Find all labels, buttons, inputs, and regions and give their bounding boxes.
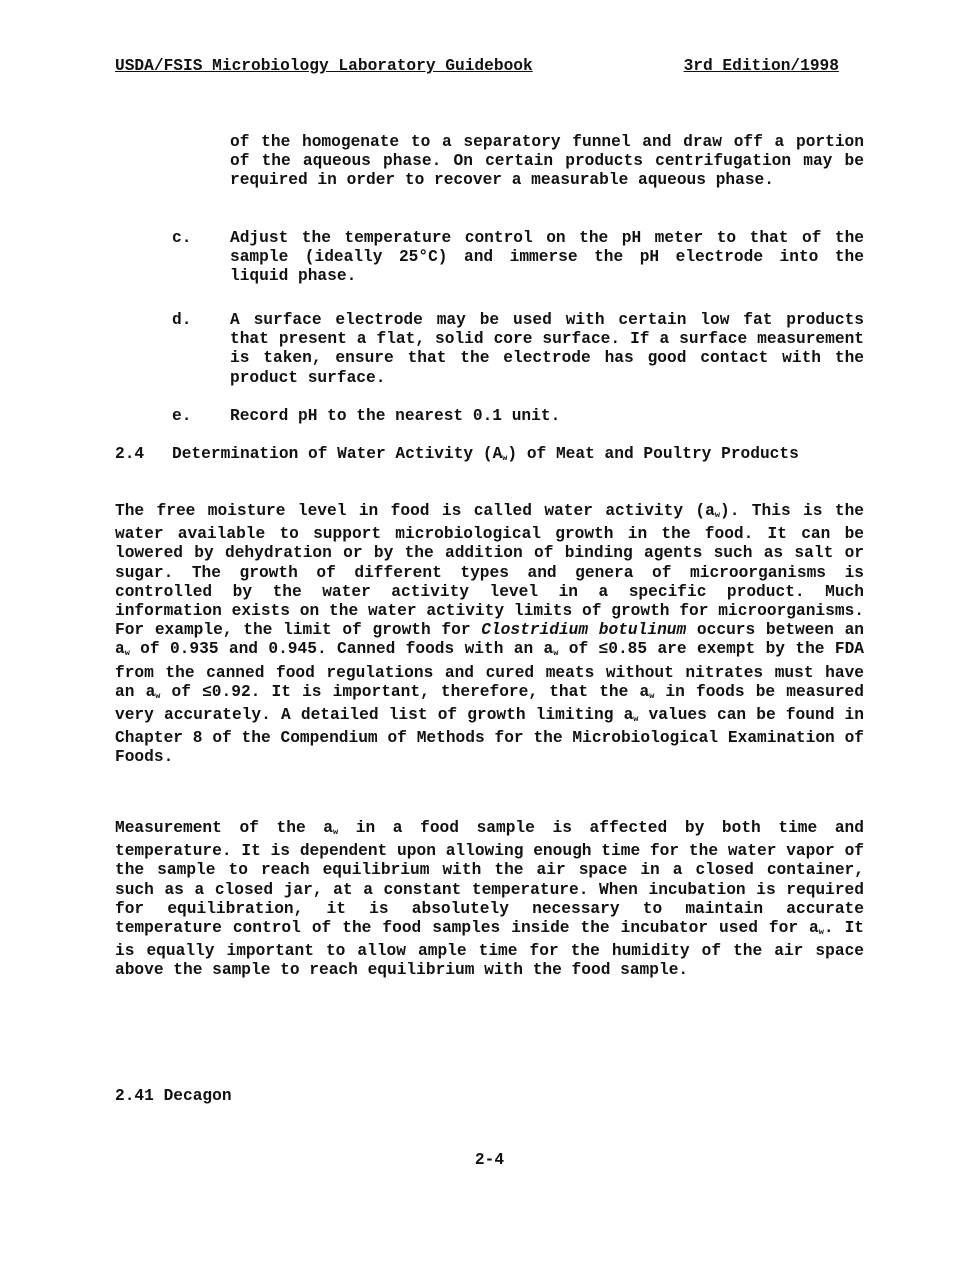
step-c-text: Adjust the temperature control on the pH meter to that of the sample (ideally 25°C) and immerse the pH electrode into the liquid phase. bbox=[230, 229, 864, 286]
continuation-paragraph: of the homogenate to a separatory funnel and draw off a portion of the aqueous phase. On certain products centrifugation may be required in order to recover a measurable aqueous phase. bbox=[230, 133, 864, 190]
water-activity-paragraph: The free moisture level in food is called water activity $(a_w)$. This is the water available to support microbiological growth in the food. It can be lowered by dehydration or by the addition of binding agents such as salt or sugar. The growth of different types and genera of microorganisms is controlled by the water activity level in a specific product. Much information exists on the water activity limits of growth for microorganisms. For example, the limit of growth for Clostridium botulinum occurs between an $a_w$ of 0.935 and 0.945. Canned foods with an $a_w$ of ≤0.85 are exempt by the FDA from the canned food regulations and cured meats without nitrates must have an $a_w$ of ≤0.92. It is important, therefore, that the $a_w$ in foods be measured very accurately. A detailed list of growth limiting $a_w$ values can be found in Chapter 8 of the Compendium of Methods for the Microbiological Examination of Foods. bbox=[115, 502, 865, 767]
step-d-label: d. bbox=[172, 311, 192, 329]
edition-label: 3rd Edition/1998 bbox=[683, 57, 839, 75]
organism-name: Clostridium botulinum bbox=[481, 621, 687, 640]
step-e-text: Record pH to the nearest 0.1 unit. bbox=[230, 407, 561, 425]
subsection-heading: 2.41 Decagon bbox=[115, 1087, 232, 1105]
page-number: 2-4 bbox=[474, 1151, 505, 1169]
step-c-label: c. bbox=[172, 229, 192, 247]
running-header bbox=[115, 57, 839, 76]
section-number: 2.4 bbox=[115, 445, 145, 463]
section-title: Determination of Water Activity $(A_w)$ of Meat and Poultry Products bbox=[172, 445, 799, 463]
step-e-label: e. bbox=[172, 407, 192, 425]
measurement-paragraph: Measurement of the $a_w$ in a food sample is affected by both time and temperature. It is dependent upon allowing enough time for the water vapor of the sample to reach equilibrium with the air space in a closed container, such as a closed jar, at a constant temperature. When incubation is required for equilibration, it is absolutely necessary to maintain accurate temperature control of the food samples inside the incubator used for $a_w$. It is equally important to allow ample time for the humidity of the air space above the sample to reach equilibrium with the food sample. bbox=[115, 819, 865, 980]
step-d-text: A surface electrode may be used with certain low fat products that present a flat, solid core surface. If a surface measurement is taken, ensure that the electrode has good contact with the product surface. bbox=[230, 311, 864, 387]
guidebook-title: USDA/FSIS Microbiology Laboratory Guidebook bbox=[115, 57, 533, 75]
